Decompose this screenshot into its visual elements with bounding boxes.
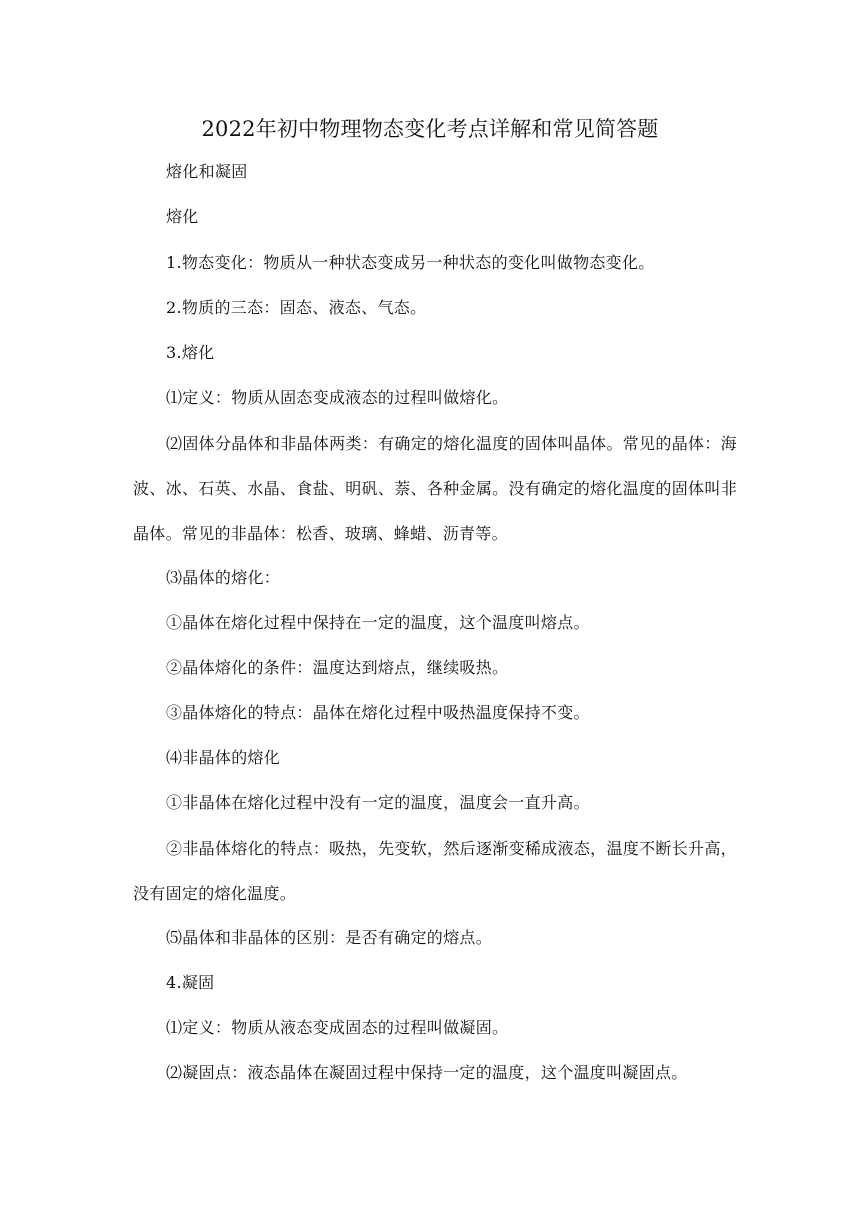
paragraph-line: ②晶体熔化的条件：温度达到熔点，继续吸热。 (166, 658, 509, 677)
paragraph-line: ⑴定义：物质从液态变成固态的过程叫做凝固。 (166, 1018, 509, 1037)
item-heading: 4.凝固 (166, 973, 215, 992)
paragraph-line: ⑶晶体的熔化： (166, 568, 281, 587)
paragraph-line: 1.物态变化：物质从一种状态变成另一种状态的变化叫做物态变化。 (166, 253, 655, 272)
paragraph-amorphous: ②非晶体熔化的特点：吸热，先变软，然后逐渐变稀成液态，温度不断长升高，没有固定的熔化温度。 (133, 839, 737, 903)
subsection-heading: 熔化 (166, 207, 199, 226)
paragraph-crystal: ⑵固体分晶体和非晶体两类：有确定的熔化温度的固体叫晶体。常见的晶体：海波、冰、石英、水晶、食盐、明矾、萘、各种金属。没有确定的熔化温度的固体叫非晶体。常见的非晶体：松香、玻璃、蜂蜡、沥青等。 (133, 434, 737, 543)
paragraph-line: ⑸晶体和非晶体的区别：是否有确定的熔点。 (166, 928, 493, 947)
paragraph-line: ①晶体在熔化过程中保持在一定的温度，这个温度叫熔点。 (166, 613, 590, 632)
paragraph-line: ③晶体熔化的特点：晶体在熔化过程中吸热温度保持不变。 (166, 703, 590, 722)
paragraph-line: 2.物质的三态：固态、液态、气态。 (166, 298, 427, 317)
item-heading: 3.熔化 (166, 343, 215, 362)
paragraph-line: ①非晶体在熔化过程中没有一定的温度，温度会一直升高。 (166, 793, 590, 812)
section-heading: 熔化和凝固 (166, 162, 248, 181)
paragraph-line: ⑷非晶体的熔化 (166, 748, 281, 767)
paragraph-line: ⑴定义：物质从固态变成液态的过程叫做熔化。 (166, 388, 509, 407)
document-title: 2022年初中物理物态变化考点详解和常见简答题 (201, 117, 659, 141)
paragraph-line: ⑵凝固点：液态晶体在凝固过程中保持一定的温度，这个温度叫凝固点。 (166, 1063, 688, 1082)
